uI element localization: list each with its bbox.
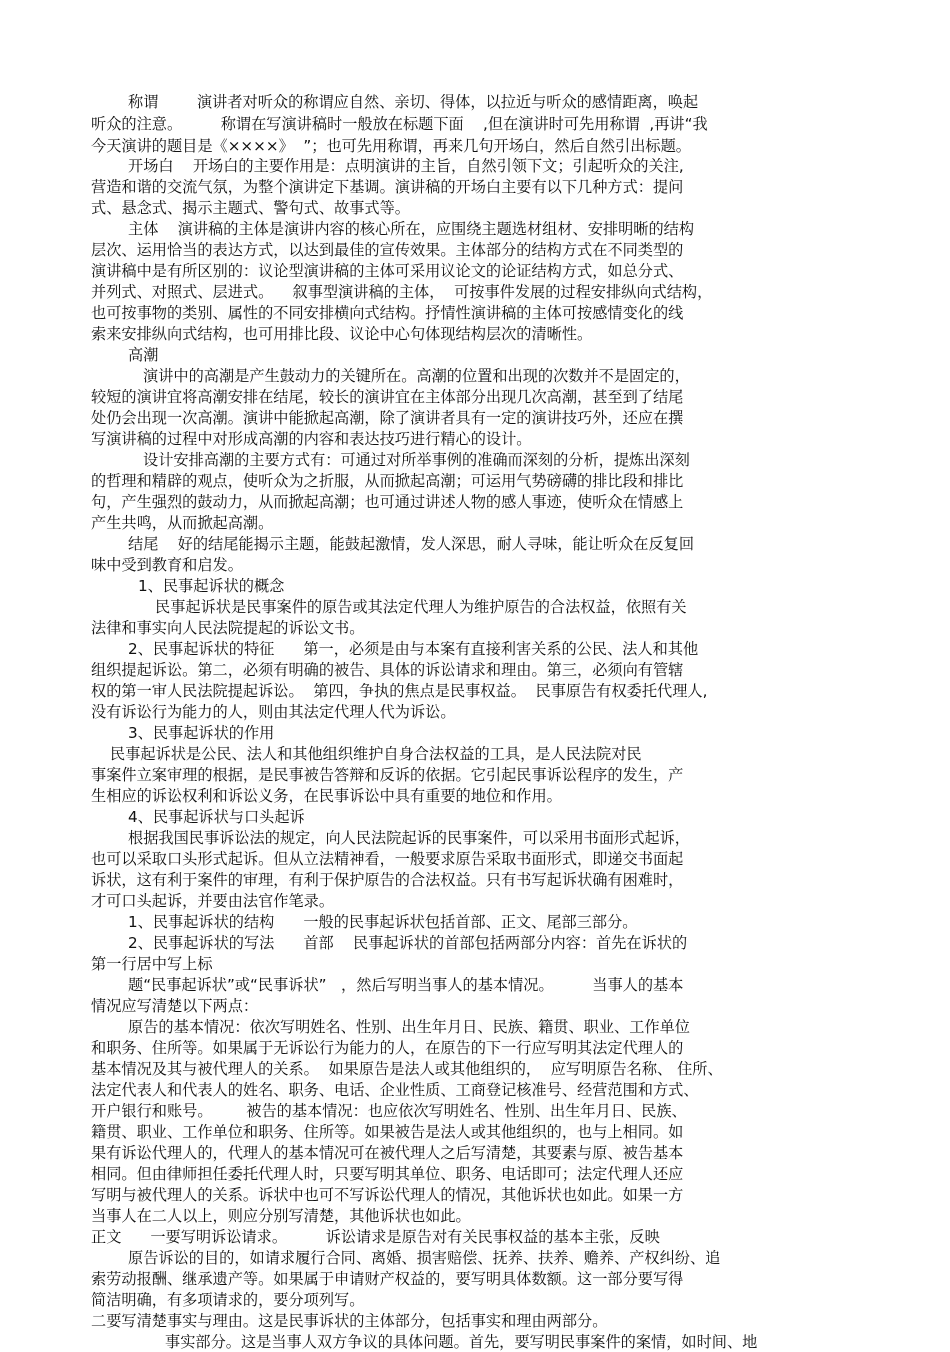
text-line: 味中受到教育和启发。 — [91, 556, 243, 574]
text-line: 开场白 开场白的主要作用是：点明演讲的主旨，自然引领下文；引起听众的关注, — [128, 157, 684, 175]
text-line: 索劳动报酬、继承遗产等。如果属于申请财产权益的，要写明具体数额。这一部分要写得 — [91, 1270, 684, 1288]
text-line: 题“民事起诉状”或“民事诉状” ，然后写明当事人的基本情况。 当事人的基本 — [128, 976, 684, 994]
text-line: 基本情况及其与被代理人的关系。 如果原告是法人或其他组织的， 应写明原告名称、 住所、 — [91, 1060, 723, 1078]
text-line: 设计安排高潮的主要方式有：可通过对所举事例的准确而深刻的分析，提炼出深刻 — [143, 451, 690, 469]
text-line: 写明与被代理人的关系。诉状中也可不写诉讼代理人的情况，其他诉状也如此。如果一方 — [91, 1186, 684, 1204]
text-line: 句，产生强烈的鼓动力，从而掀起高潮；也可通过讲述人物的感人事迹，使听众在情感上 — [91, 493, 684, 511]
text-line: 民事起诉状是公民、法人和其他组织维护自身合法权益的工具，是人民法院对民 — [110, 745, 642, 763]
text-line: 相同。但由律师担任委托代理人时，只要写明其单位、职务、电话即可；法定代理人还应 — [91, 1165, 684, 1183]
text-line: 较短的演讲宜将高潮安排在结尾，较长的演讲宜在主体部分出现几次高潮，甚至到了结尾 — [91, 388, 684, 406]
text-line: 没有诉讼行为能力的人，则由其法定代理人代为诉讼。 — [91, 703, 456, 721]
text-line: 法律和事实向人民法院提起的诉讼文书。 — [91, 619, 365, 637]
text-line: 根据我国民事诉讼法的规定，向人民法院起诉的民事案件，可以采用书面形式起诉， — [128, 829, 690, 847]
text-line: 当事人在二人以上，则应分别写清楚，其他诉状也如此。 — [91, 1207, 471, 1225]
section-heading: 3、民事起诉状的作用 — [128, 724, 275, 742]
text-line: 层次、运用恰当的表达方式，以达到最佳的宣传效果。主体部分的结构方式在不同类型的 — [91, 241, 684, 259]
text-line: 写演讲稿的过程中对形成高潮的内容和表达技巧进行精心的设计。 — [91, 430, 532, 448]
text-line: 简洁明确，有多项请求的，要分项列写。 — [91, 1291, 365, 1309]
text-line: 事案件立案审理的根据，是民事被告答辩和反诉的依据。它引起民事诉讼程序的发生，产 — [91, 766, 684, 784]
text-line: 产生共鸣，从而掀起高潮。 — [91, 514, 274, 532]
text-line: 演讲中的高潮是产生鼓动力的关键所在。高潮的位置和出现的次数并不是固定的， — [143, 367, 690, 385]
text-line: 情况应写清楚以下两点： — [91, 997, 259, 1015]
text-line: 2、民事起诉状的写法 首部 民事起诉状的首部包括两部分内容：首先在诉状的 — [128, 934, 688, 952]
text-line: 才可口头起诉，并要由法官作笔录。 — [91, 892, 334, 910]
text-line: 高潮 — [128, 346, 159, 364]
text-line: 民事起诉状是民事案件的原告或其法定代理人为维护原告的合法权益，依照有关 — [155, 598, 687, 616]
section-heading: 1、民事起诉状的概念 — [138, 577, 285, 595]
section-heading: 4、民事起诉状与口头起诉 — [128, 808, 305, 826]
text-line: 二要写清楚事实与理由。这是民事诉状的主体部分，包括事实和理由两部分。 — [91, 1312, 608, 1330]
text-line: 2、民事起诉状的特征 第一，必须是由与本案有直接利害关系的公民、法人和其他 — [128, 640, 699, 658]
text-line: 索来安排纵向式结构，也可用排比段、议论中心句体现结构层次的清晰性。 — [91, 325, 593, 343]
text-line: 事实部分。这是当事人双方争议的具体问题。首先，要写明民事案件的案情，如时间、地 — [165, 1333, 758, 1351]
text-line: 听众的注意。 称谓在写演讲稿时一般放在标题下面 ,但在演讲时可先用称谓 ,再讲“我 — [91, 115, 708, 133]
text-line: 生相应的诉讼权利和诉讼义务，在民事诉讼中具有重要的地位和作用。 — [91, 787, 562, 805]
text-line: 果有诉讼代理人的，代理人的基本情况可在被代理人之后写清楚，其要素与原、被告基本 — [91, 1144, 684, 1162]
text-line: 也可按事物的类别、属性的不同安排横向式结构。抒情性演讲稿的主体可按感情变化的线 — [91, 304, 684, 322]
text-line: 营造和谐的交流气氛，为整个演讲定下基调。演讲稿的开场白主要有以下几种方式：提问 — [91, 178, 684, 196]
text-line: 原告的基本情况：依次写明姓名、性别、出生年月日、民族、籍贯、职业、工作单位 — [128, 1018, 690, 1036]
text-line: 处仍会出现一次高潮。演讲中能掀起高潮，除了演讲者具有一定的演讲技巧外，还应在撰 — [91, 409, 684, 427]
text-line: 也可以采取口头形式起诉。但从立法精神看，一般要求原告采取书面形式，即递交书面起 — [91, 850, 684, 868]
text-line: 权的第一审人民法院提起诉讼。 第四，争执的焦点是民事权益。 民事原告有权委托代理人, — [91, 682, 708, 700]
text-line: 正文 一要写明诉讼请求。 诉讼请求是原告对有关民事权益的基本主张，反映 — [91, 1228, 660, 1246]
text-line: 1、民事起诉状的结构 一般的民事起诉状包括首部、正文、尾部三部分。 — [128, 913, 638, 931]
text-line: 的哲理和精辟的观点，使听众为之折服，从而掀起高潮；可运用气势磅礴的排比段和排比 — [91, 472, 684, 490]
text-line: 组织提起诉讼。第二，必须有明确的被告、具体的诉讼请求和理由。第三，必须向有管辖 — [91, 661, 684, 679]
text-line: 诉状，这有利于案件的审理，有利于保护原告的合法权益。只有书写起诉状确有困难时， — [91, 871, 684, 889]
text-line: 和职务、住所等。如果属于无诉讼行为能力的人，在原告的下一行应写明其法定代理人的 — [91, 1039, 684, 1057]
text-line: 式、悬念式、揭示主题式、警句式、故事式等。 — [91, 199, 410, 217]
text-line: 主体 演讲稿的主体是演讲内容的核心所在，应围绕主题选材组材、安排明晰的结构 — [128, 220, 695, 238]
text-line: 原告诉讼的目的，如请求履行合同、离婚、损害赔偿、抚养、扶养、赡养、产权纠纷、追 — [128, 1249, 721, 1267]
text-line: 开户银行和账号。 被告的基本情况：也应依次写明姓名、性别、出生年月日、民族、 — [91, 1102, 687, 1120]
text-line: 并列式、对照式、层进式。 叙事型演讲稿的主体， 可按事件发展的过程安排纵向式结构， — [91, 283, 713, 301]
text-line: 今天演讲的题目是《××××》 ”；也可先用称谓，再来几句开场白，然后自然引出标题。 — [91, 137, 691, 155]
text-line: 法定代表人和代表人的姓名、职务、电话、企业性质、工商登记核准号、经营范围和方式、 — [91, 1081, 699, 1099]
text-line: 第一行居中写上标 — [91, 955, 213, 973]
text-line: 称谓 演讲者对听众的称谓应自然、亲切、得体，以拉近与听众的感情距离，唤起 — [128, 93, 699, 111]
text-line: 籍贯、职业、工作单位和职务、住所等。如果被告是法人或其他组织的，也与上相同。如 — [91, 1123, 684, 1141]
text-line: 演讲稿中是有所区别的：议论型演讲稿的主体可采用议论文的论证结构方式，如总分式、 — [91, 262, 684, 280]
text-line: 结尾 好的结尾能揭示主题，能鼓起激情，发人深思，耐人寻味，能让听众在反复回 — [128, 535, 695, 553]
